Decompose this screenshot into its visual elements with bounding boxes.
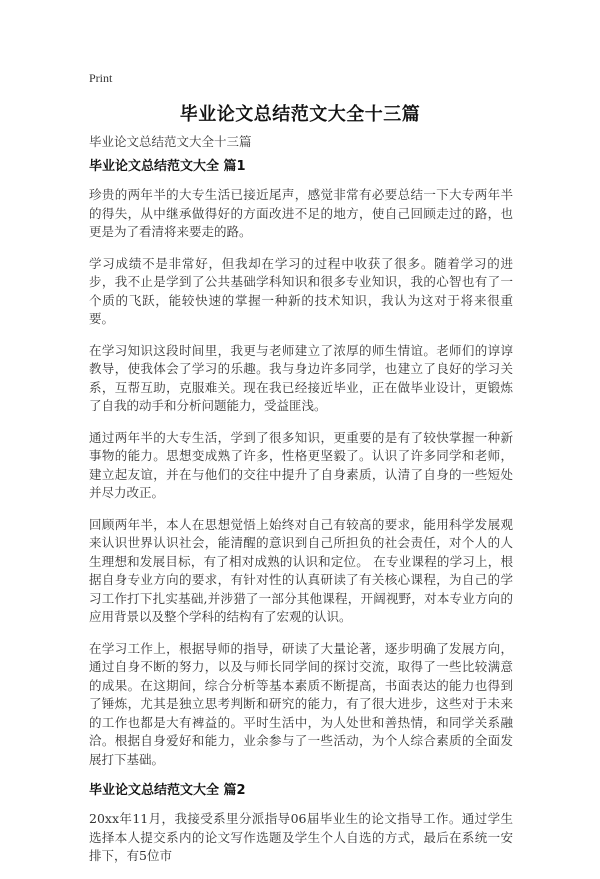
paragraph: 在学习知识这段时间里，我更与老师建立了浓厚的师生情谊。老师们的谆谆教导，使我体会了学习的乐趣。我与身边许多同学，也建立了良好的学习关系，互帮互助，克服难关。现在我已经接近毕业，正在做毕业设计，更锻炼了自我的动手和分析问题能力，受益匪浅。 [89,342,513,413]
section-1 [89,158,513,769]
paragraph: 20xx年11月，我接受系里分派指导06届毕业生的论文指导工作。通过学生选择本人提交系内的论文写作选题及学生个人自选的方式，最后在系统一安排下，有5位市 [89,811,513,863]
paragraph: 通过两年半的大专生活，学到了很多知识，更重要的是有了较快掌握一种新事物的能力。思想变成熟了许多，性格更坚毅了。认识了许多同学和老师，建立起友谊，并在与他们的交往中提升了自身素质，认清了自身的一些短处并尽力改正。 [89,429,513,500]
paragraph: 在学习工作上，根据导师的指导，研读了大量论著，逐步明确了发展方向，通过自身不断的努力，以及与师长同学间的探讨交流，取得了一些比较满意的成果。在这期间，综合分析等基本素质不断提高，书面表达的能力也得到了锤炼，尤其是独立思考判断和研究的能力，有了很大进步，这些对于未来的工作也都是大有裨益的。平时生活中，为人处世和善热情，和同学关系融洽。根据自身爱好和能力，业余参与了一些活动，为个人综合素质的全面发展打下基础。 [89,640,513,767]
section-heading: 毕业论文总结范文大全 篇2 [89,783,246,798]
paragraph: 学习成绩不是非常好，但我却在学习的过程中收获了很多。随着学习的进步，我不止是学到了公共基础学科知识和很多专业知识，我的心智也有了一个质的飞跃，能较快速的掌握一种新的技术知识，我认为这对于将来很重要。 [89,255,513,326]
page-subtitle: 毕业论文总结范文大全十三篇 [89,134,252,149]
paragraph: 回顾两年半，本人在思想觉悟上始终对自己有较高的要求，能用科学发展观来认识世界认识社会，能清醒的意识到自己所担负的社会责任，对个人的人生理想和发展目标，有了相对成熟的认识和定位。 在专业课程的学习上，根据自身专业方向的要求，有针对性的认真研读了有关核心课程，为自己的学习工作打下扎实基础,并涉猎了一部分其他课程，开阔视野，对本专业方向的应用背景以及整个学科的结构有了宏观的认识。 [89,516,513,624]
page-title: 毕业论文总结范文大全十三篇 [179,104,421,125]
document-body [89,158,513,879]
print-label[interactable]: Print [89,71,113,85]
paragraph: 珍贵的两年半的大专生活已接近尾声，感觉非常有必要总结一下大专两年半的得失，从中继承做得好的方面改进不足的地方，使自己回顾走过的路，也更是为了看清将来要走的路。 [89,187,513,239]
section-2 [89,782,513,866]
section-heading: 毕业论文总结范文大全 篇1 [89,159,246,174]
